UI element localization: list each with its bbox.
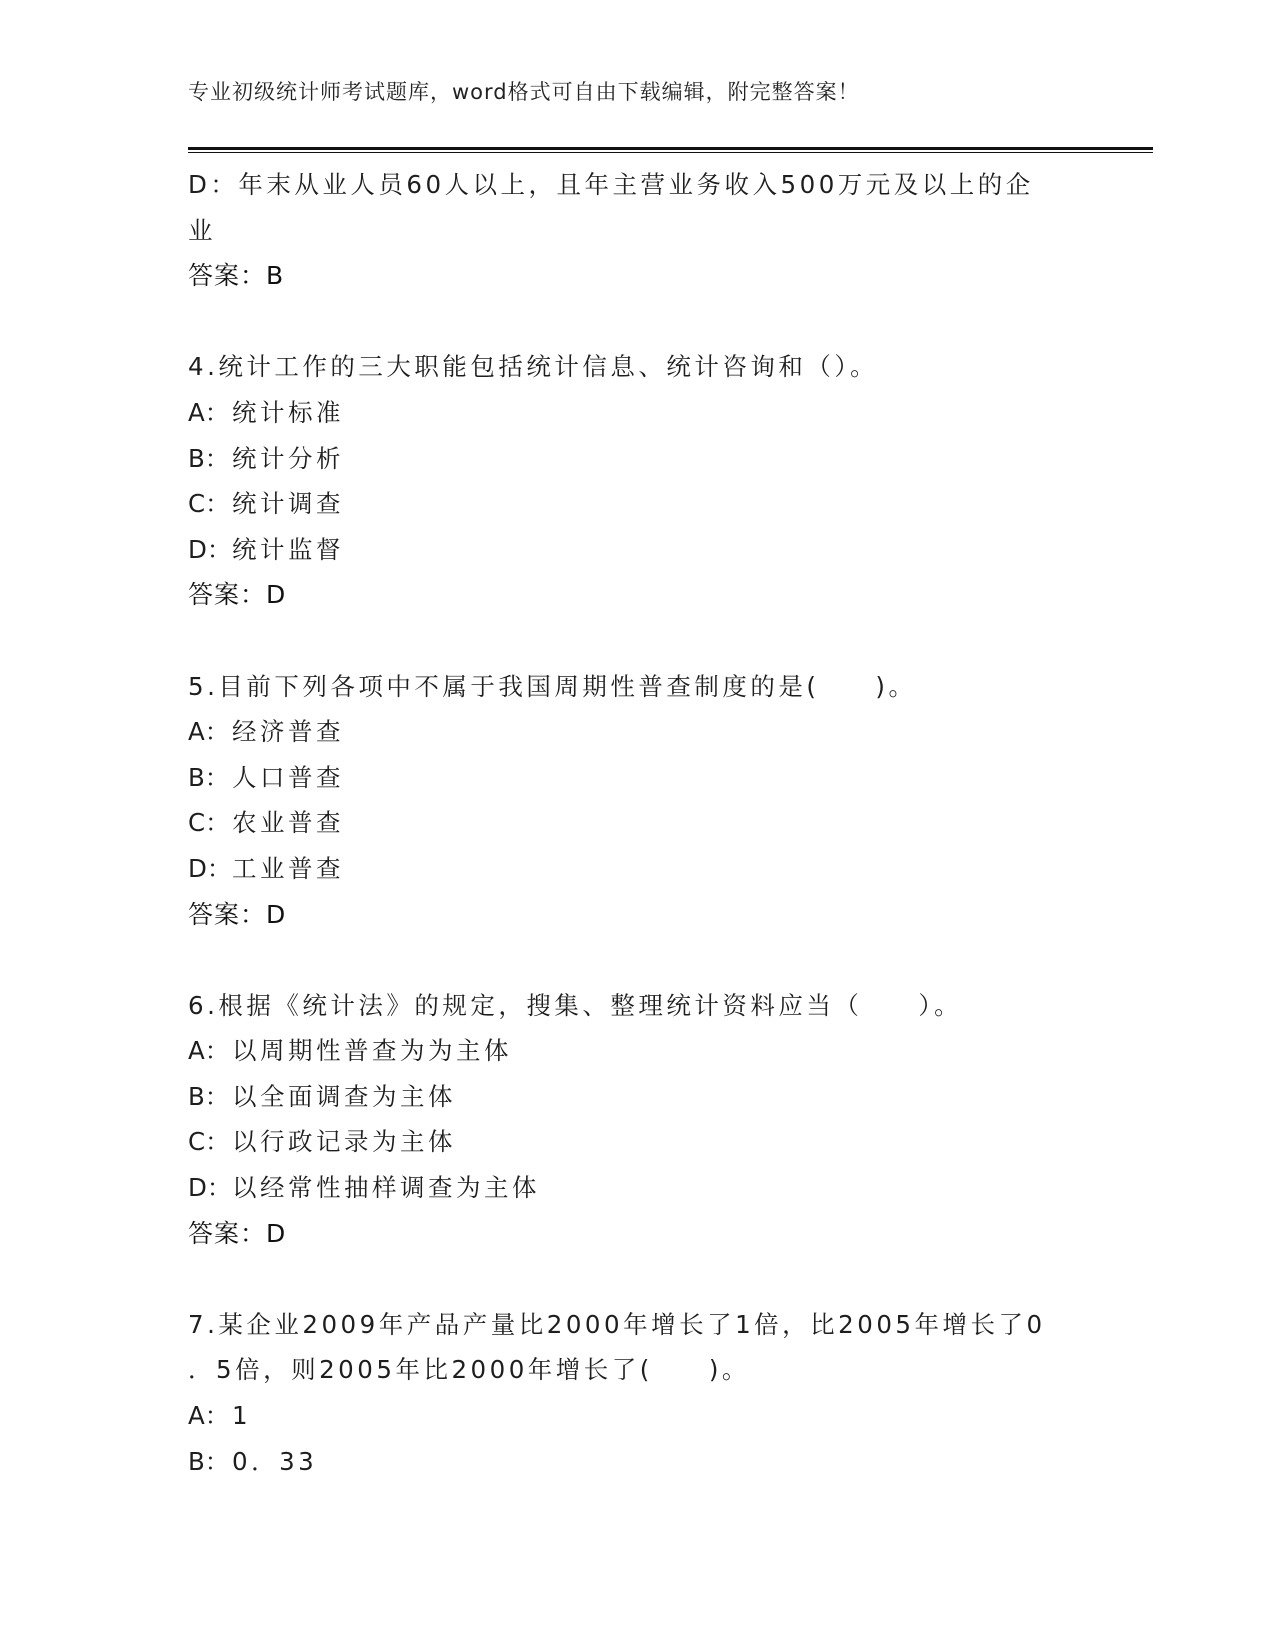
option-letter: D：	[188, 853, 232, 883]
spacer	[188, 299, 1068, 345]
option-letter: A：	[188, 397, 230, 427]
option-text: 经济普查	[232, 717, 344, 747]
q4-option-b	[188, 436, 1068, 482]
option-letter: A：	[188, 1401, 230, 1431]
header-divider-thin	[188, 152, 1153, 153]
q4-option-a	[188, 390, 1068, 436]
option-text: 1	[232, 1401, 252, 1431]
q7-option-a	[188, 1393, 1068, 1439]
option-text: 以全面调查为主体	[232, 1081, 456, 1111]
option-text: 统计分析	[232, 443, 344, 473]
option-text: 统计监督	[232, 534, 344, 564]
option-letter: B：	[188, 762, 230, 792]
q3-option-d-line2: 业	[188, 215, 216, 245]
spacer	[188, 937, 1068, 983]
option-text: 人口普查	[232, 762, 344, 792]
q6-option-b	[188, 1074, 1068, 1120]
option-text: 以行政记录为主体	[232, 1127, 456, 1157]
q5-option-d	[188, 846, 1068, 892]
spacer	[188, 1256, 1068, 1302]
q5-option-a	[188, 709, 1068, 755]
q7-option-b	[188, 1439, 1068, 1485]
exam-content	[188, 162, 1068, 1484]
page-header-title: 专业初级统计师考试题库，word格式可自由下载编辑，附完整答案！	[188, 80, 860, 104]
option-letter: B：	[188, 1081, 230, 1111]
spacer	[188, 618, 1068, 664]
q6-stem: 6.根据《统计法》的规定，搜集、整理统计资料应当（ ）。	[188, 990, 963, 1020]
option-text: 统计标准	[232, 397, 344, 427]
q4-answer: 答案：D	[188, 580, 287, 610]
option-letter: D：	[188, 534, 232, 564]
option-text: 工业普查	[232, 853, 344, 883]
option-letter: C：	[188, 489, 230, 519]
option-text: 以经常性抽样调查为主体	[232, 1173, 540, 1203]
option-letter: B：	[188, 1446, 230, 1476]
q7-stem-line2: ．5倍，则2005年比2000年增长了( )。	[188, 1355, 750, 1385]
q5-stem: 5.目前下列各项中不属于我国周期性普查制度的是( )。	[188, 671, 917, 701]
q3-option-d-line1: D：年末从业人员60人以上，且年主营业务收入500万元及以上的企	[188, 170, 1034, 199]
q7-stem-line1: 7.某企业2009年产品产量比2000年增长了1倍，比2005年增长了0	[188, 1309, 1046, 1339]
q5-option-c	[188, 800, 1068, 846]
q6-option-d	[188, 1165, 1068, 1211]
q6-option-c	[188, 1119, 1068, 1165]
option-letter: C：	[188, 808, 230, 838]
option-text: 以周期性普查为为主体	[232, 1036, 512, 1066]
option-letter: B：	[188, 443, 230, 473]
header-divider-thick	[188, 147, 1153, 150]
option-letter: C：	[188, 1127, 230, 1157]
q4-stem: 4.统计工作的三大职能包括统计信息、统计咨询和（）。	[188, 352, 879, 382]
option-letter: D：	[188, 1173, 232, 1203]
option-text: 农业普查	[232, 808, 344, 838]
option-letter: A：	[188, 717, 230, 747]
q6-answer: 答案：D	[188, 1218, 287, 1248]
option-text: 0．33	[232, 1446, 318, 1476]
q4-option-c	[188, 481, 1068, 527]
q5-option-b	[188, 755, 1068, 801]
q5-answer: 答案：D	[188, 899, 287, 929]
q6-option-a	[188, 1028, 1068, 1074]
q4-option-d	[188, 527, 1068, 573]
option-text: 统计调查	[232, 489, 344, 519]
q3-answer: 答案：B	[188, 261, 285, 291]
option-letter: A：	[188, 1036, 230, 1066]
